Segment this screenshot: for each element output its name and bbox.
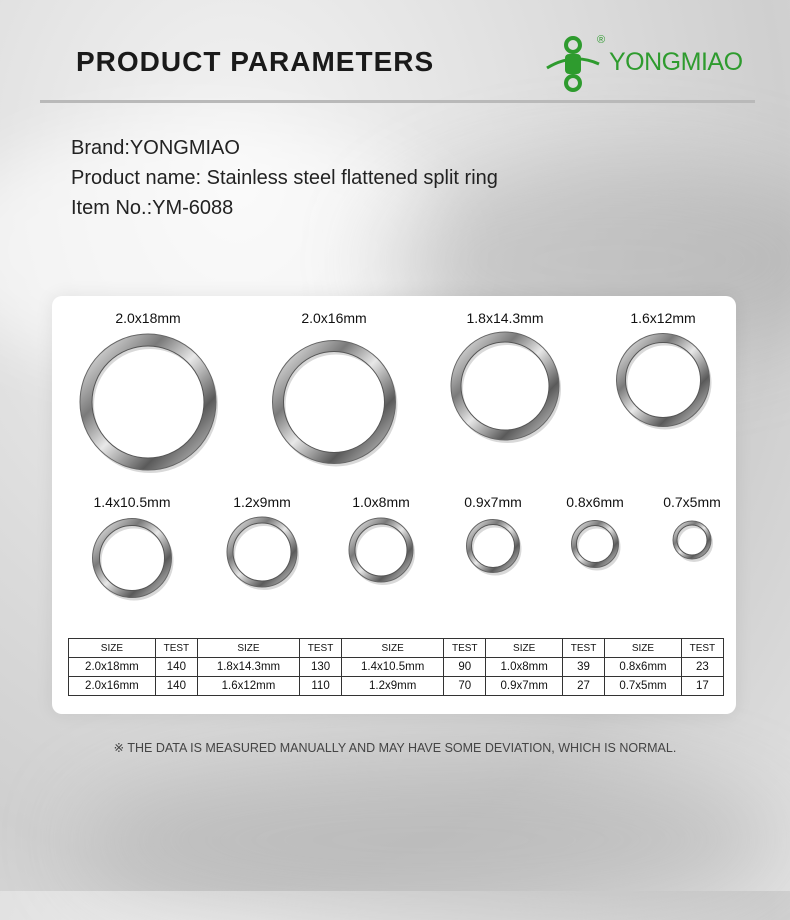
swivel-icon: [543, 34, 606, 94]
disclaimer-note: ※ THE DATA IS MEASURED MANUALLY AND MAY HAVE SOME DEVIATION, WHICH IS NORMAL.: [113, 741, 677, 755]
table-cell: 1.8x14.3mm: [197, 658, 299, 677]
table-cell: 0.7x5mm: [605, 677, 682, 696]
table-cell: 2.0x16mm: [69, 677, 156, 696]
table-header-cell: TEST: [681, 639, 723, 658]
table-header-cell: SIZE: [605, 639, 682, 658]
table-header-cell: SIZE: [342, 639, 444, 658]
product-name-line: Product name: Stainless steel flattened split ring: [71, 167, 498, 189]
table-cell: 2.0x18mm: [69, 658, 156, 677]
ring-size-label: 1.6x12mm: [630, 310, 696, 326]
table-cell: 140: [155, 677, 197, 696]
ring-size-label: 2.0x18mm: [115, 310, 181, 326]
table-cell: 23: [681, 658, 723, 677]
table-header-cell: TEST: [562, 639, 604, 658]
registered-mark: ®: [597, 34, 606, 46]
table-header-cell: SIZE: [486, 639, 563, 658]
brand-line: Brand:YONGMIAO: [71, 137, 240, 159]
table-header-row: [69, 639, 724, 658]
table-cell: 70: [444, 677, 486, 696]
table-cell: 110: [299, 677, 341, 696]
background-blur: [80, 760, 780, 920]
header-divider: [40, 100, 755, 103]
table-cell: 140: [155, 658, 197, 677]
brand-logo: [543, 34, 743, 94]
ring-size-label: 0.8x6mm: [566, 494, 624, 510]
table-cell: 1.4x10.5mm: [342, 658, 444, 677]
table-cell: 130: [299, 658, 341, 677]
table-cell: 1.2x9mm: [342, 677, 444, 696]
table-cell: 27: [562, 677, 604, 696]
ring-size-label: 1.4x10.5mm: [93, 494, 171, 510]
table-header-cell: TEST: [444, 639, 486, 658]
table-cell: 1.0x8mm: [486, 658, 563, 677]
table-cell: 0.9x7mm: [486, 677, 563, 696]
logo-text: YONGMIAO: [609, 48, 743, 76]
item-no-line: Item No.:YM-6088: [71, 197, 234, 219]
table-cell: 1.6x12mm: [197, 677, 299, 696]
table-row: [69, 658, 724, 677]
ring-size-label: 0.9x7mm: [464, 494, 522, 510]
spec-table: [68, 638, 724, 696]
page-title: PRODUCT PARAMETERS: [76, 46, 435, 77]
table-header-cell: TEST: [299, 639, 341, 658]
table-cell: 17: [681, 677, 723, 696]
table-header-cell: SIZE: [197, 639, 299, 658]
table-cell: 39: [562, 658, 604, 677]
table-row: [69, 677, 724, 696]
ring-size-label: 1.2x9mm: [233, 494, 291, 510]
ring-size-label: 0.7x5mm: [663, 494, 721, 510]
table-cell: 0.8x6mm: [605, 658, 682, 677]
ring-size-label: 2.0x16mm: [301, 310, 367, 326]
table-header-cell: TEST: [155, 639, 197, 658]
ring-size-label: 1.0x8mm: [352, 494, 410, 510]
table-cell: 90: [444, 658, 486, 677]
ring-size-label: 1.8x14.3mm: [466, 310, 544, 326]
table-header-cell: SIZE: [69, 639, 156, 658]
